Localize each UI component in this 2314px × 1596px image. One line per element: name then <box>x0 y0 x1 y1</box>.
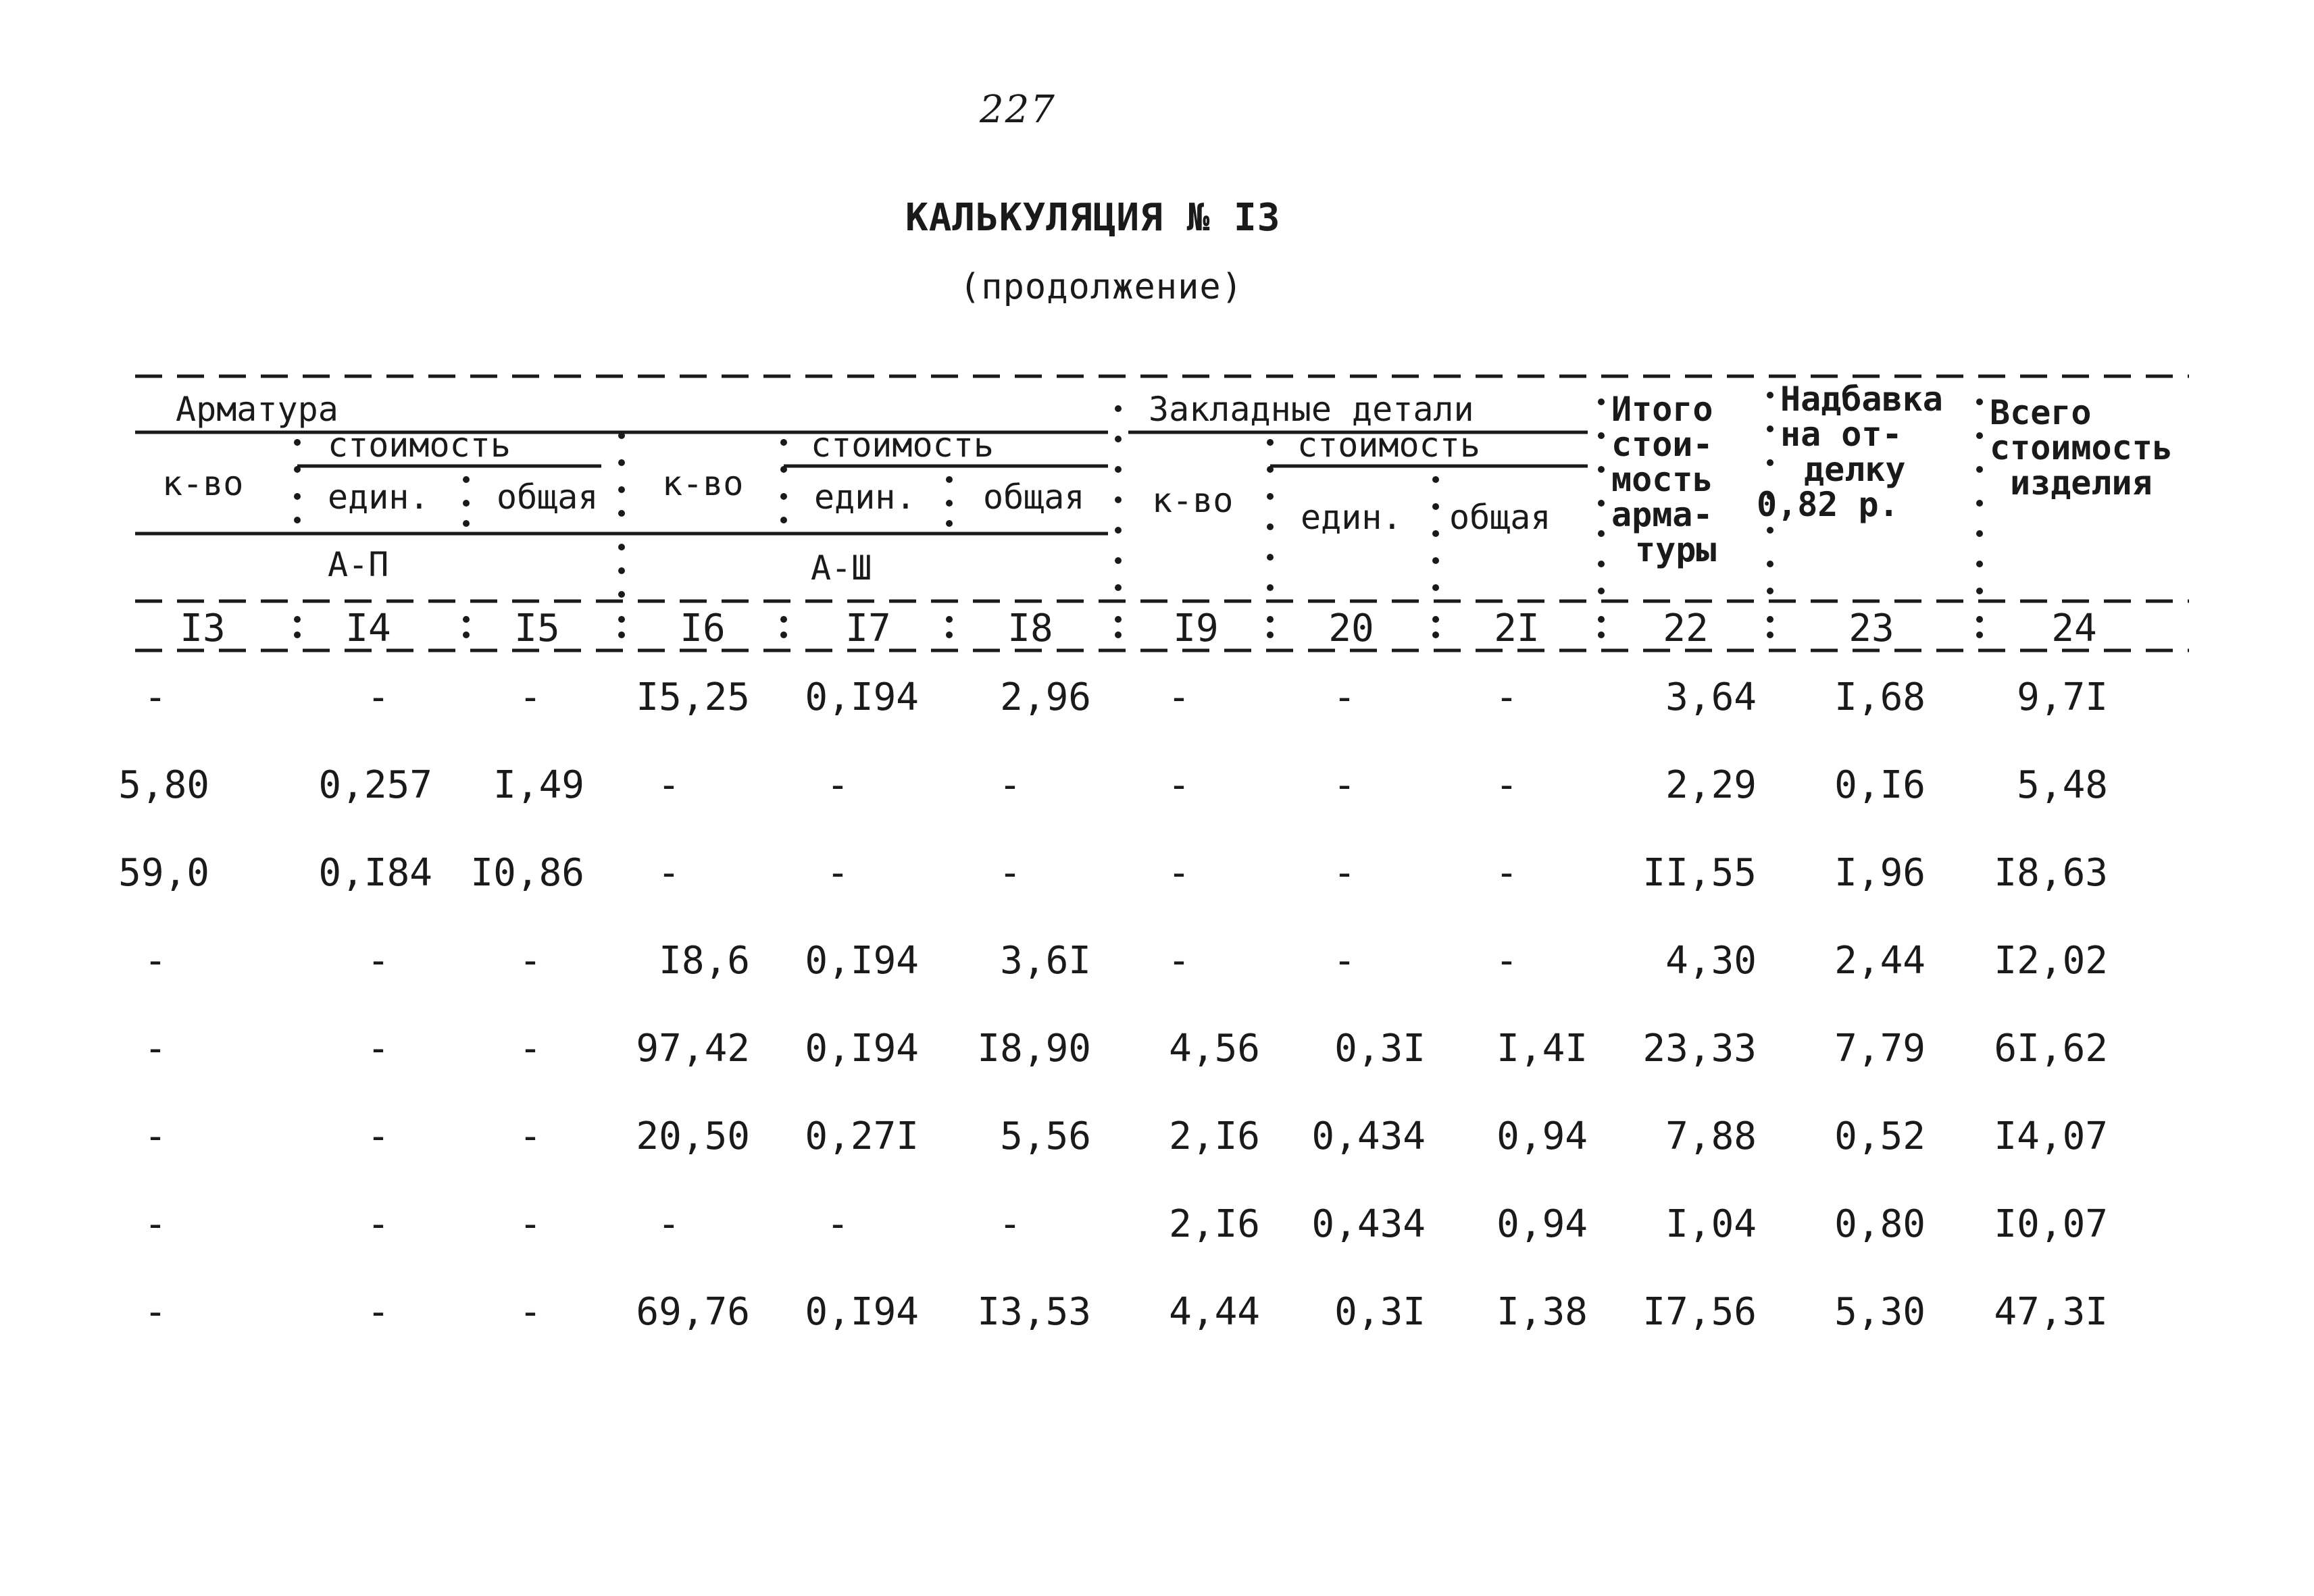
table-cell: 47,3I <box>1994 1290 2108 1334</box>
col-number-19: I9 <box>1173 607 1219 650</box>
table-cell: - <box>1333 675 1356 719</box>
table-cell: - <box>657 851 680 895</box>
table-cell: I8,63 <box>1994 851 2108 895</box>
group-itogo-5: туры <box>1635 530 1717 569</box>
group-itogo-2: стои- <box>1611 425 1713 464</box>
table-cell: - <box>1167 851 1190 895</box>
table-cell: 0,I94 <box>805 939 919 983</box>
group-nadbavka-1: Надбавка <box>1780 380 1943 419</box>
table-cell: 0,3I <box>1334 1290 1426 1334</box>
armatura-a3-edin: един. <box>814 478 916 517</box>
table-cell: - <box>1167 939 1190 983</box>
table-cell: - <box>519 1290 542 1334</box>
table-cell: - <box>144 939 167 983</box>
armatura-a2-stoimost: стоимость <box>328 426 511 465</box>
document-title: КАЛЬКУЛЯЦИЯ № I3 <box>905 196 1281 240</box>
zakladnye-stoimost: стоимость <box>1297 426 1480 465</box>
table-cell: II,55 <box>1642 851 1757 895</box>
table-cell: 59,0 <box>118 851 209 895</box>
table-cell: 6I,62 <box>1994 1027 2108 1071</box>
col-number-14: I4 <box>345 607 391 650</box>
table-cell: I,49 <box>493 763 584 807</box>
group-itogo-1: Итого <box>1611 390 1713 429</box>
table-cell: 0,I6 <box>1834 763 1926 807</box>
table-cell: - <box>999 851 1022 895</box>
table-cell: I,4I <box>1496 1027 1588 1071</box>
table-cell: 5,30 <box>1834 1290 1926 1334</box>
table-cell: 7,88 <box>1665 1114 1757 1158</box>
table-cell: 4,30 <box>1665 939 1757 983</box>
table-cell: 0,94 <box>1496 1202 1588 1246</box>
group-zakladnye: Закладные детали <box>1149 390 1474 429</box>
table-cell: - <box>367 1290 390 1334</box>
table-cell: - <box>1333 939 1356 983</box>
table-cell: - <box>519 675 542 719</box>
table-cell: 0,I94 <box>805 675 919 719</box>
table-cell: 0,27I <box>805 1114 919 1158</box>
table-cell: 2,I6 <box>1169 1114 1260 1158</box>
table-cell: - <box>367 675 390 719</box>
table-cell: - <box>1333 851 1356 895</box>
table-cell: - <box>999 763 1022 807</box>
table-cell: - <box>1167 675 1190 719</box>
table-cell: - <box>1495 675 1518 719</box>
table-cell: - <box>144 675 167 719</box>
group-armatura: Арматура <box>176 390 338 429</box>
col-number-15: I5 <box>514 607 560 650</box>
zakladnye-edin: един. <box>1301 498 1403 537</box>
table-cell: - <box>144 1114 167 1158</box>
table-cell: 0,94 <box>1496 1114 1588 1158</box>
table-cell: - <box>519 1114 542 1158</box>
steel-grade-a3: А-Ш <box>811 548 872 588</box>
group-vsego-3: изделия <box>2010 463 2153 503</box>
table-cell: I8,6 <box>659 939 750 983</box>
table-cell: 5,56 <box>1000 1114 1091 1158</box>
table-cell: 0,I94 <box>805 1027 919 1071</box>
col-number-24: 24 <box>2051 607 2097 650</box>
table-cell: 4,44 <box>1169 1290 1260 1334</box>
table-cell: 0,I94 <box>805 1290 919 1334</box>
table-cell: - <box>144 1290 167 1334</box>
armatura-a3-stoimost: стоимость <box>811 426 994 465</box>
armatura-a2-kvo: к-во <box>162 464 244 503</box>
table-cell: 23,33 <box>1642 1027 1757 1071</box>
table-cell: I,96 <box>1834 851 1926 895</box>
table-cell: I2,02 <box>1994 939 2108 983</box>
col-number-23: 23 <box>1848 607 1894 650</box>
calculation-table <box>118 368 2189 1381</box>
col-number-17: I7 <box>845 607 891 650</box>
table-cell: - <box>367 1114 390 1158</box>
table-cell: 5,80 <box>118 763 209 807</box>
table-cell: 7,79 <box>1834 1027 1926 1071</box>
table-cell: - <box>826 1202 849 1246</box>
armatura-a3-obshchaya: общая <box>983 478 1085 517</box>
table-cell: - <box>367 1202 390 1246</box>
table-cell: - <box>1495 763 1518 807</box>
table-cell: - <box>144 1202 167 1246</box>
col-number-21: 2I <box>1494 607 1540 650</box>
table-cell: - <box>144 1027 167 1071</box>
table-cell: 0,434 <box>1311 1114 1426 1158</box>
table-cell: I,68 <box>1834 675 1926 719</box>
col-number-22: 22 <box>1663 607 1709 650</box>
table-cell: - <box>826 851 849 895</box>
table-cell: - <box>826 763 849 807</box>
zakladnye-obshchaya: общая <box>1449 498 1551 537</box>
col-number-13: I3 <box>180 607 226 650</box>
table-cell: 97,42 <box>636 1027 750 1071</box>
group-nadbavka-2: на от- <box>1780 415 1903 454</box>
table-cell: I0,07 <box>1994 1202 2108 1246</box>
table-cell: 0,434 <box>1311 1202 1426 1246</box>
group-nadbavka-3: делку <box>1804 450 1906 489</box>
table-cell: 3,6I <box>1000 939 1091 983</box>
table-cell: 9,7I <box>2017 675 2108 719</box>
table-cell: I5,25 <box>636 675 750 719</box>
table-cell: 5,48 <box>2017 763 2108 807</box>
group-nadbavka-4: 0,82 р. <box>1757 485 1899 524</box>
group-vsego-1: Всего <box>1990 393 2092 432</box>
group-itogo-3: мость <box>1611 460 1713 499</box>
table-cell: 0,257 <box>318 763 432 807</box>
table-cell: I7,56 <box>1642 1290 1757 1334</box>
table-cell: - <box>1333 763 1356 807</box>
table-cell: 2,I6 <box>1169 1202 1260 1246</box>
armatura-a2-edin: един. <box>328 478 430 517</box>
table-cell: - <box>999 1202 1022 1246</box>
table-cell: - <box>367 1027 390 1071</box>
table-cell: I0,86 <box>470 851 584 895</box>
armatura-a2-obshchaya: общая <box>497 478 599 517</box>
armatura-a3-kvo: к-во <box>662 464 744 503</box>
group-itogo-4: арма- <box>1611 495 1713 534</box>
table-cell: - <box>519 1027 542 1071</box>
table-cell: 2,29 <box>1665 763 1757 807</box>
table-cell: - <box>367 939 390 983</box>
table-cell: - <box>519 939 542 983</box>
table-cell: I,04 <box>1665 1202 1757 1246</box>
table-cell: 0,52 <box>1834 1114 1926 1158</box>
zakladnye-kvo: к-во <box>1152 481 1234 520</box>
table-cell: 0,I84 <box>318 851 432 895</box>
table-cell: 3,64 <box>1665 675 1757 719</box>
table-cell: 0,80 <box>1834 1202 1926 1246</box>
table-cell: - <box>1167 763 1190 807</box>
table-cell: 20,50 <box>636 1114 750 1158</box>
steel-grade-a2: А-П <box>328 545 389 584</box>
table-cell: I,38 <box>1496 1290 1588 1334</box>
col-number-20: 20 <box>1328 607 1374 650</box>
table-cell: - <box>1495 851 1518 895</box>
table-cell: 4,56 <box>1169 1027 1260 1071</box>
col-number-18: I8 <box>1007 607 1053 650</box>
table-cell: 2,44 <box>1834 939 1926 983</box>
group-vsego-2: стоимость <box>1990 428 2173 467</box>
table-cell: I3,53 <box>977 1290 1091 1334</box>
table-cell: 69,76 <box>636 1290 750 1334</box>
table-cell: I4,07 <box>1994 1114 2108 1158</box>
table-cell: - <box>1495 939 1518 983</box>
document-subtitle: (продолжение) <box>959 267 1243 307</box>
page-number: 227 <box>980 88 1056 132</box>
table-cell: I8,90 <box>977 1027 1091 1071</box>
table-cell: - <box>519 1202 542 1246</box>
table-cell: - <box>657 1202 680 1246</box>
table-cell: 2,96 <box>1000 675 1091 719</box>
table-cell: 0,3I <box>1334 1027 1426 1071</box>
table-cell: - <box>657 763 680 807</box>
col-number-16: I6 <box>680 607 726 650</box>
